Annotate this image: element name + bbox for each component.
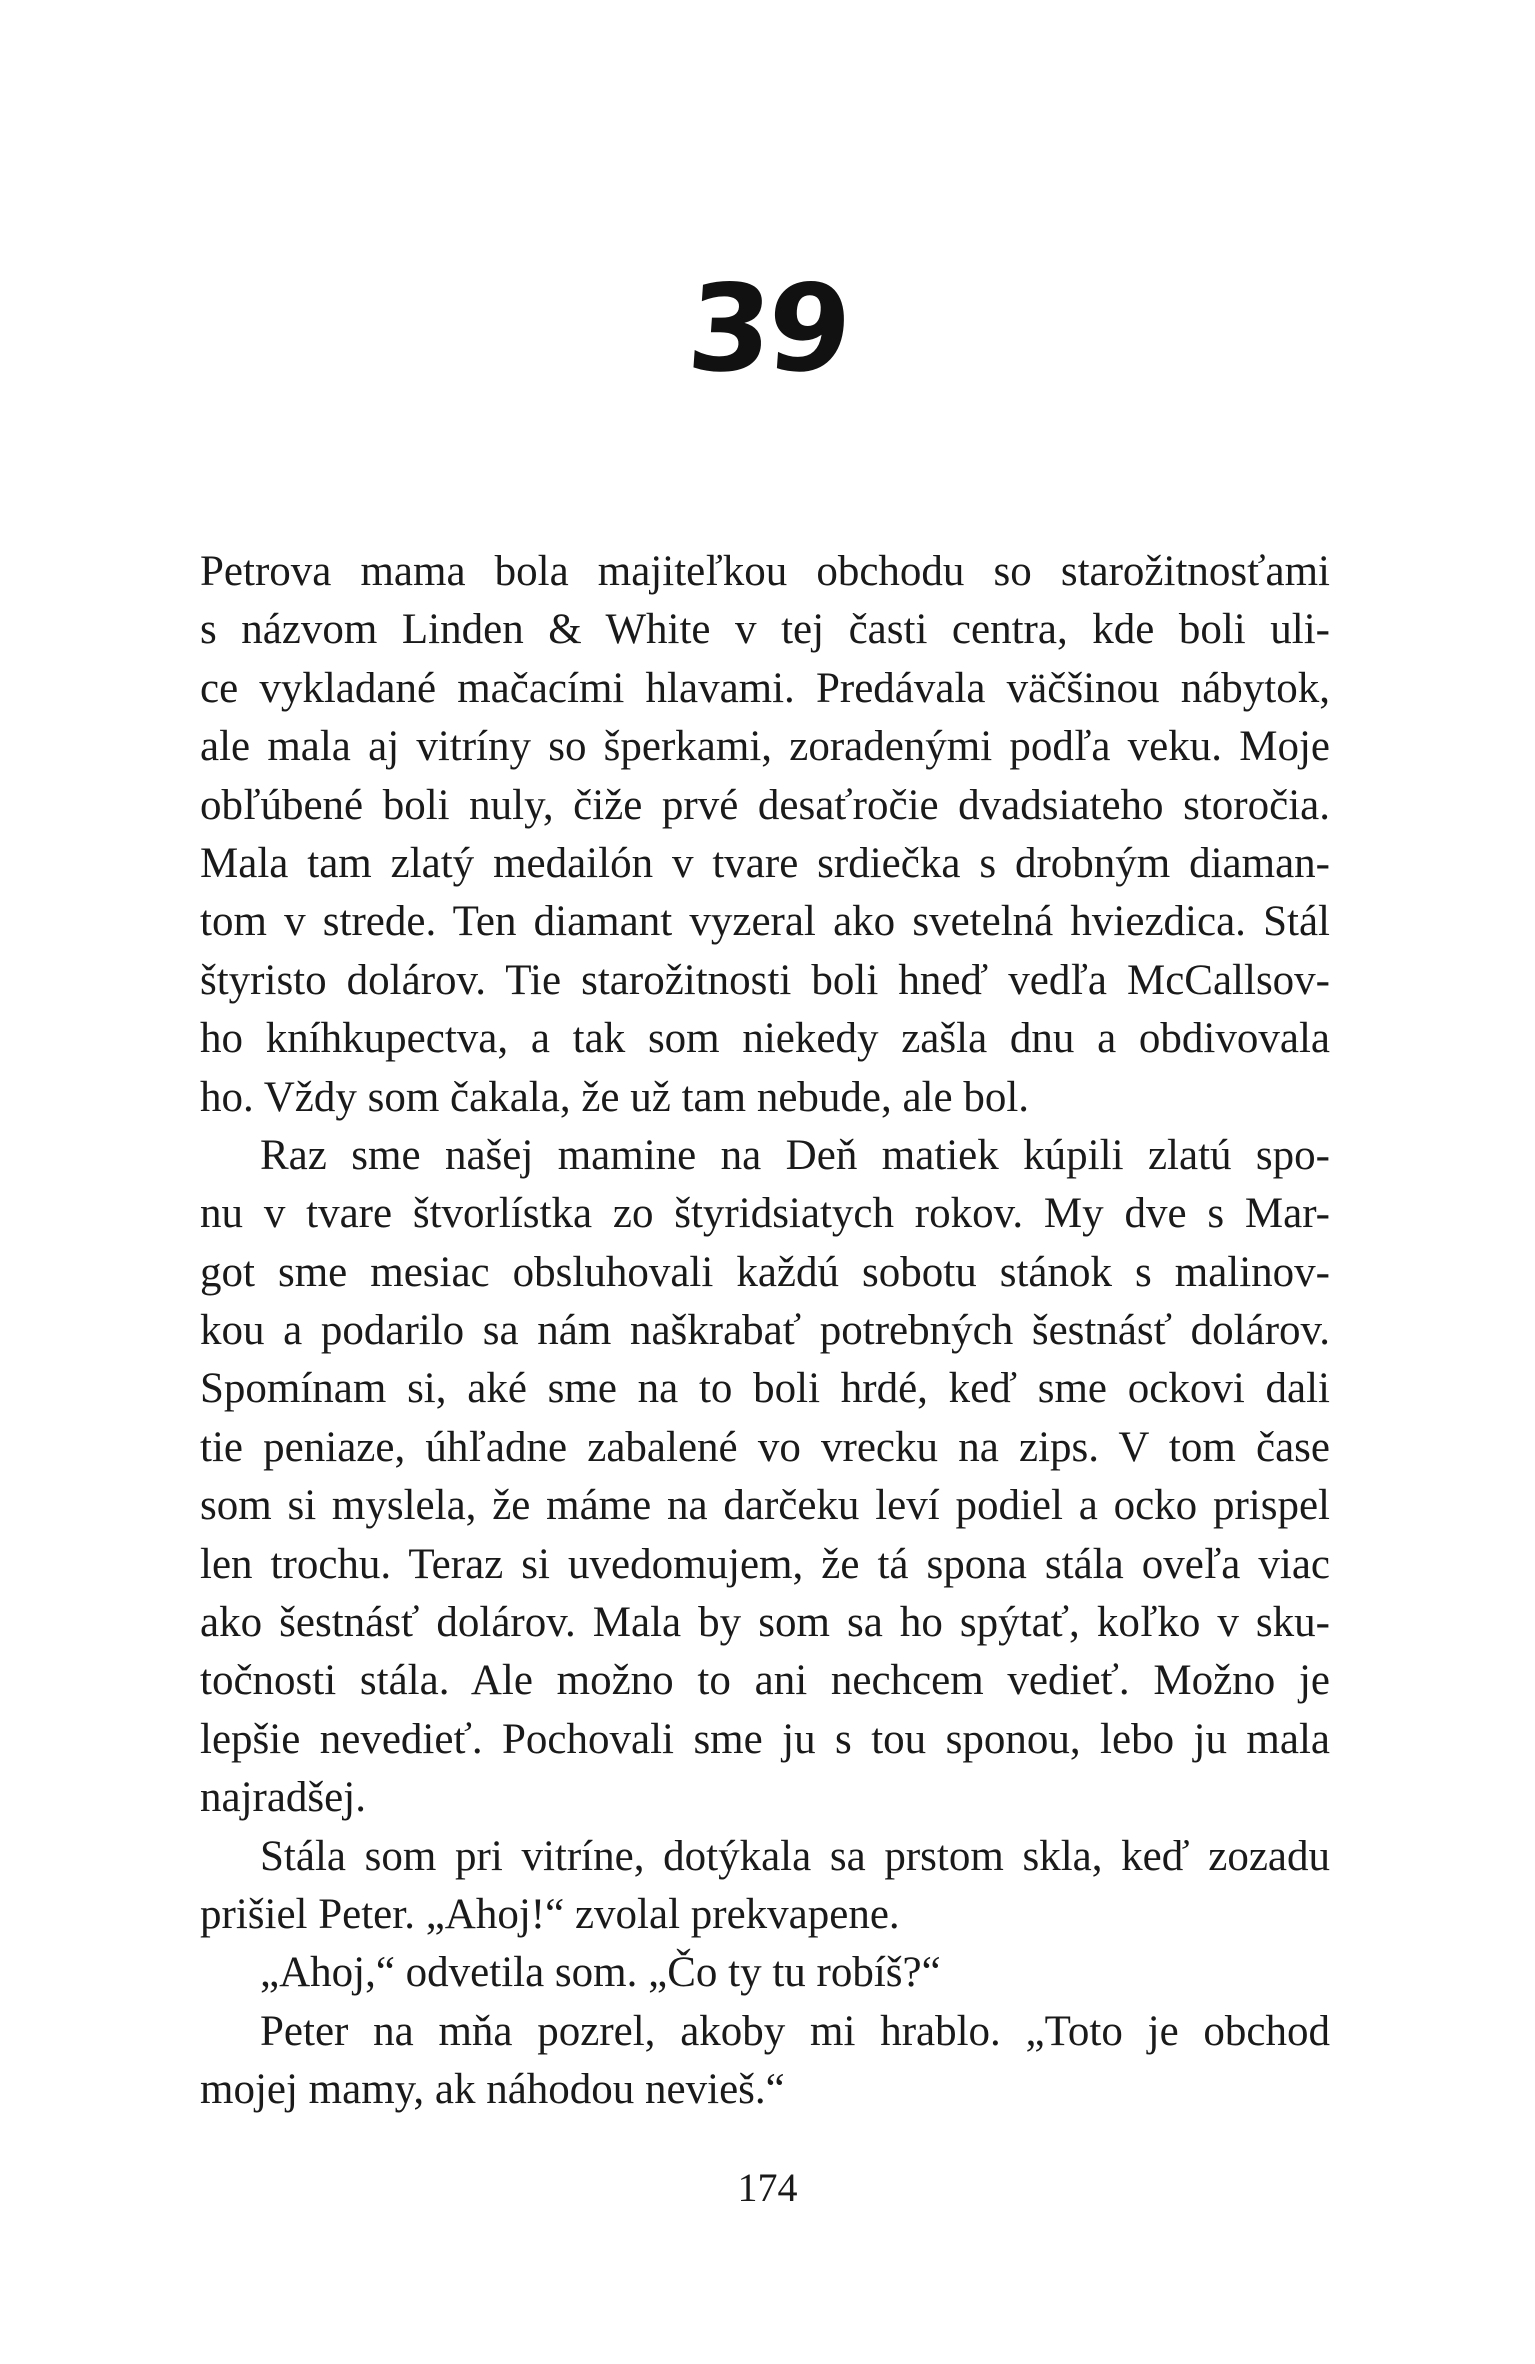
text-line: ce vykladané mačacími hlavami. Predávala väčšinou nábytok, bbox=[200, 664, 1330, 712]
text-line: lepšie nevedieť. Pochovali sme ju s tou sponou, lebo ju mala bbox=[200, 1715, 1330, 1763]
text-line: tie peniaze, úhľadne zabalené vo vrecku na zips. V tom čase bbox=[200, 1423, 1330, 1471]
text-line: ho. Vždy som čakala, že už tam nebude, ale bol. bbox=[200, 1073, 1030, 1121]
text-line: najradšej. bbox=[200, 1774, 366, 1822]
text-line: Mala tam zlatý medailón v tvare srdiečka s drobným diaman- bbox=[200, 839, 1330, 887]
text-line: obľúbené boli nuly, čiže prvé desaťročie dvadsiateho storočia. bbox=[200, 781, 1330, 829]
text-line: Peter na mňa pozrel, akoby mi hrablo. „Toto je obchod bbox=[260, 2007, 1330, 2055]
text-line: ho kníhkupectva, a tak som niekedy zašla dnu a obdivovala bbox=[200, 1015, 1330, 1063]
text-line: ale mala aj vitríny so šperkami, zoradenými podľa veku. Moje bbox=[200, 723, 1330, 771]
text-line: som si myslela, že máme na darčeku leví podiel a ocko prispel bbox=[200, 1482, 1330, 1530]
text-line: tom v strede. Ten diamant vyzeral ako svetelná hviezdica. Stál bbox=[200, 898, 1330, 946]
text-line: Stála som pri vitríne, dotýkala sa prstom skla, keď zozadu bbox=[260, 1832, 1330, 1880]
text-line: nu v tvare štvorlístka zo štyridsiatych rokov. My dve s Mar- bbox=[200, 1190, 1330, 1238]
text-line: got sme mesiac obsluhovali každú sobotu stánok s malinov- bbox=[200, 1248, 1330, 1296]
text-line: kou a podarilo sa nám naškrabať potrebných šestnásť dolárov. bbox=[200, 1307, 1330, 1355]
text-line: štyristo dolárov. Tie starožitnosti boli hneď vedľa McCallsov- bbox=[200, 956, 1330, 1004]
text-line: len trochu. Teraz si uvedomujem, že tá spona stála oveľa viac bbox=[200, 1540, 1330, 1588]
text-line: prišiel Peter. „Ahoj!“ zvolal prekvapene. bbox=[200, 1890, 900, 1938]
page-number: 174 bbox=[737, 2165, 798, 2210]
text-line: mojej mamy, ak náhodou nevieš.“ bbox=[200, 2066, 785, 2114]
text-line: Raz sme našej mamine na Deň matiek kúpili zlatú spo- bbox=[260, 1131, 1330, 1179]
text-line: Petrova mama bola majiteľkou obchodu so starožitnosťami bbox=[200, 548, 1330, 595]
chapter-number: 39 bbox=[683, 260, 852, 399]
text-line: „Ahoj,“ odvetila som. „Čo ty tu robíš?“ bbox=[260, 1949, 941, 1997]
text-line: ako šestnásť dolárov. Mala by som sa ho spýtať, koľko v sku- bbox=[200, 1599, 1330, 1647]
body-text bbox=[200, 543, 1330, 2120]
text-line: točnosti stála. Ale možno to ani nechcem vedieť. Možno je bbox=[200, 1657, 1330, 1705]
text-line: s názvom Linden & White v tej časti centra, kde boli uli- bbox=[200, 606, 1330, 654]
text-line: Spomínam si, aké sme na to boli hrdé, keď sme ockovi dali bbox=[200, 1365, 1330, 1413]
